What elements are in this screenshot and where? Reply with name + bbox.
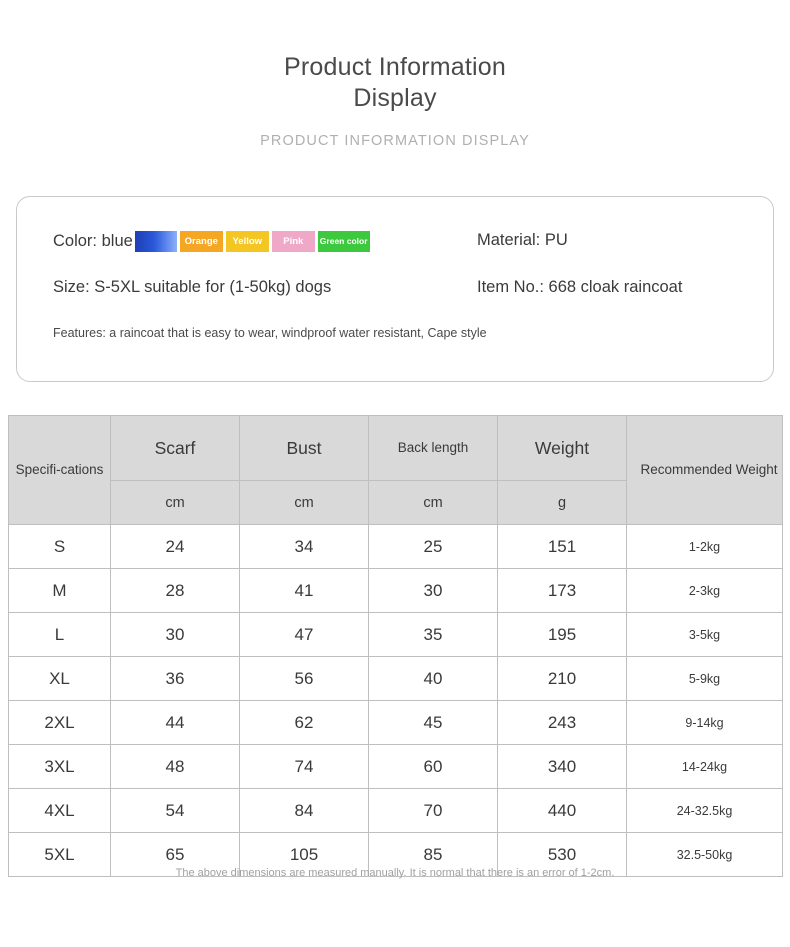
cell-back-length: 35 xyxy=(369,613,498,657)
table-row xyxy=(9,745,783,789)
cell-back-length: 60 xyxy=(369,745,498,789)
page-title: Product Information Display xyxy=(284,53,506,113)
unit-back-length: cm xyxy=(369,481,498,525)
item-no-label: Item No.: 668 cloak raincoat xyxy=(477,278,683,296)
size-row xyxy=(53,278,331,297)
cell-back-length: 40 xyxy=(369,657,498,701)
table-header-row xyxy=(9,416,783,481)
specification-table xyxy=(8,415,783,877)
cell-recommended-weight: 32.5-50kg xyxy=(627,833,783,877)
specification-table-wrapper xyxy=(8,415,782,877)
header-scarf: Scarf xyxy=(111,416,240,481)
cell-recommended-weight: 3-5kg xyxy=(627,613,783,657)
cell-back-length: 25 xyxy=(369,525,498,569)
color-swatches xyxy=(135,231,373,252)
cell-scarf: 54 xyxy=(111,789,240,833)
cell-bust: 34 xyxy=(240,525,369,569)
material-label: Material: PU xyxy=(477,231,568,249)
cell-back-length: 85 xyxy=(369,833,498,877)
unit-bust: cm xyxy=(240,481,369,525)
cell-weight: 151 xyxy=(498,525,627,569)
cell-weight: 243 xyxy=(498,701,627,745)
cell-bust: 41 xyxy=(240,569,369,613)
cell-bust: 56 xyxy=(240,657,369,701)
features-row xyxy=(53,326,487,340)
cell-recommended-weight: 5-9kg xyxy=(627,657,783,701)
cell-scarf: 44 xyxy=(111,701,240,745)
cell-bust: 84 xyxy=(240,789,369,833)
cell-recommended-weight: 24-32.5kg xyxy=(627,789,783,833)
cell-back-length: 45 xyxy=(369,701,498,745)
header-bust: Bust xyxy=(240,416,369,481)
cell-size: S xyxy=(9,525,111,569)
color-label: Color: blue xyxy=(53,232,133,250)
cell-scarf: 65 xyxy=(111,833,240,877)
swatch-green[interactable]: Green color xyxy=(318,231,370,252)
table-row xyxy=(9,657,783,701)
item-no-row xyxy=(477,278,682,297)
table-row xyxy=(9,569,783,613)
table-row xyxy=(9,701,783,745)
color-row xyxy=(53,231,373,252)
cell-bust: 105 xyxy=(240,833,369,877)
cell-size: M xyxy=(9,569,111,613)
cell-scarf: 48 xyxy=(111,745,240,789)
unit-scarf: cm xyxy=(111,481,240,525)
unit-weight: g xyxy=(498,481,627,525)
cell-weight: 195 xyxy=(498,613,627,657)
swatch-pink[interactable]: Pink xyxy=(272,231,315,252)
cell-bust: 47 xyxy=(240,613,369,657)
table-row xyxy=(9,789,783,833)
table-row xyxy=(9,613,783,657)
cell-size: 2XL xyxy=(9,701,111,745)
cell-scarf: 30 xyxy=(111,613,240,657)
header-specifications: Specifi-cations xyxy=(9,416,111,525)
cell-size: XL xyxy=(9,657,111,701)
cell-size: L xyxy=(9,613,111,657)
header-weight: Weight xyxy=(498,416,627,481)
cell-recommended-weight: 9-14kg xyxy=(627,701,783,745)
features-label: Features: a raincoat that is easy to wear, windproof water resistant, Cape style xyxy=(53,326,487,340)
swatch-blue[interactable] xyxy=(135,231,177,252)
cell-scarf: 36 xyxy=(111,657,240,701)
cell-size: 5XL xyxy=(9,833,111,877)
cell-back-length: 30 xyxy=(369,569,498,613)
measurement-footnote: The above dimensions are measured manually. It is normal that there is an error of 1-2cm. xyxy=(175,867,615,879)
material-row xyxy=(477,231,568,250)
cell-recommended-weight: 14-24kg xyxy=(627,745,783,789)
product-info-card xyxy=(16,196,774,382)
page-subtitle: PRODUCT INFORMATION DISPLAY xyxy=(260,132,530,149)
cell-bust: 74 xyxy=(240,745,369,789)
cell-scarf: 28 xyxy=(111,569,240,613)
cell-recommended-weight: 2-3kg xyxy=(627,569,783,613)
cell-size: 4XL xyxy=(9,789,111,833)
cell-bust: 62 xyxy=(240,701,369,745)
header-recommended-weight: Recommended Weight xyxy=(627,416,783,525)
cell-size: 3XL xyxy=(9,745,111,789)
cell-weight: 530 xyxy=(498,833,627,877)
cell-back-length: 70 xyxy=(369,789,498,833)
swatch-orange[interactable]: Orange xyxy=(180,231,223,252)
cell-weight: 440 xyxy=(498,789,627,833)
cell-recommended-weight: 1-2kg xyxy=(627,525,783,569)
cell-weight: 173 xyxy=(498,569,627,613)
cell-weight: 340 xyxy=(498,745,627,789)
page-header xyxy=(0,0,790,149)
header-back-length: Back length xyxy=(369,416,498,481)
swatch-yellow[interactable]: Yellow xyxy=(226,231,269,252)
cell-scarf: 24 xyxy=(111,525,240,569)
cell-weight: 210 xyxy=(498,657,627,701)
table-row xyxy=(9,525,783,569)
size-label: Size: S-5XL suitable for (1-50kg) dogs xyxy=(53,278,332,296)
